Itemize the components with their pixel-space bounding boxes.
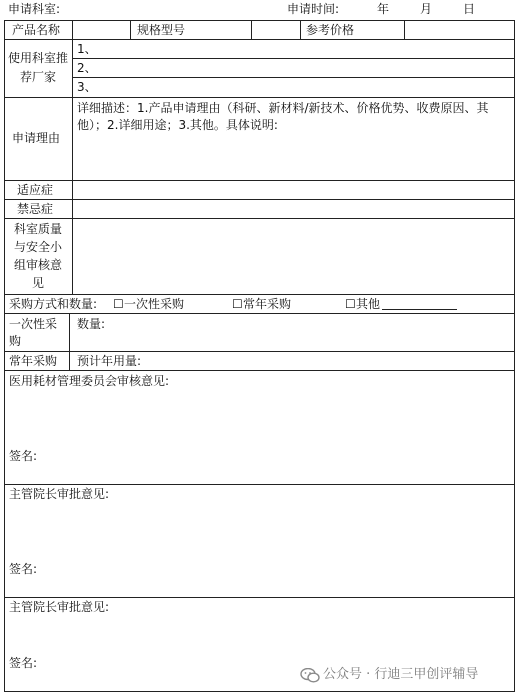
- vendor-2: 2、: [77, 61, 97, 75]
- apply-reason-text: 详细描述：1.产品申请理由（科研、新材料/新技术、价格优势、收费原因、其他）；2.详细用途；3.其他。具体说明:: [77, 101, 489, 132]
- one-time-label: 一次性采购: [9, 317, 58, 348]
- checkbox-other[interactable]: ☐: [345, 297, 356, 311]
- contraindications-label: 禁忌症: [17, 202, 54, 216]
- month-label: 月: [420, 2, 433, 16]
- day-label: 日: [463, 2, 476, 16]
- recommended-vendor-label: 使用科室推荐厂家: [8, 51, 69, 84]
- purchase-mode-label: 采购方式和数量:: [9, 297, 98, 311]
- vendor-1: 1、: [77, 42, 97, 56]
- option-regular: 常年采购: [243, 297, 292, 311]
- checkbox-regular[interactable]: ☐: [232, 297, 243, 311]
- option-other: 其他: [356, 297, 381, 311]
- option-one-time: 一次性采购: [124, 297, 185, 311]
- other-blank-line[interactable]: [382, 309, 457, 310]
- checkbox-one-time[interactable]: ☐: [113, 297, 124, 311]
- apply-reason-label: 申请理由: [12, 131, 61, 145]
- sign-label-1: 签名:: [9, 449, 38, 463]
- director-review-label-1: 主管院长审批意见:: [9, 487, 110, 501]
- quality-review-label: 科室质量与安全小组审核意见: [13, 222, 62, 290]
- committee-review-label: 医用耗材管理委员会审核意见:: [9, 374, 170, 388]
- ref-price-label: 参考价格: [306, 23, 355, 37]
- vendor-3: 3、: [77, 80, 97, 94]
- spec-model-label: 规格型号: [137, 23, 186, 37]
- annual-qty-label: 预计年用量:: [77, 354, 142, 368]
- wechat-icon: [300, 668, 320, 683]
- director-review-label-2: 主管院长审批意见:: [9, 600, 110, 614]
- watermark-text: 公众号 · 行迪三甲创评辅导: [323, 667, 479, 682]
- qty-label: 数量:: [77, 317, 106, 331]
- dept-label: 申请科室:: [8, 2, 61, 16]
- regular-label: 常年采购: [9, 354, 58, 368]
- indications-label: 适应症: [17, 183, 54, 197]
- year-label: 年: [377, 2, 390, 16]
- sign-label-2: 签名:: [9, 562, 38, 576]
- product-name-label: 产品名称: [12, 23, 61, 37]
- time-label: 申请时间:: [287, 2, 340, 16]
- sign-label-3: 签名:: [9, 656, 38, 670]
